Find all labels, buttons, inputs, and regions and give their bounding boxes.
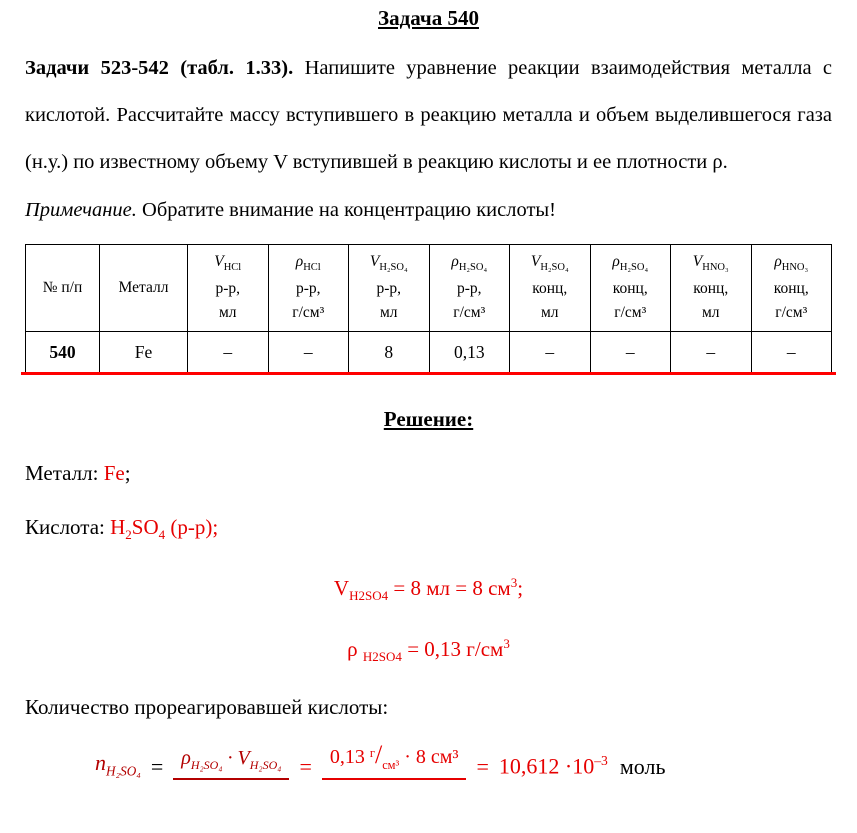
acid-line [25,515,832,543]
equals-sign: = [150,753,164,779]
header-line2: конц, [773,279,809,297]
header-line3: г/см³ [614,304,647,322]
acid-formula-part: SO [131,515,159,539]
header-line3: г/см³ [453,304,486,322]
density-equation: = 0,13 г/см [401,637,504,662]
formula-result [499,753,608,779]
header-line3: мл [379,304,398,322]
intro-paragraph [25,45,832,186]
metal-line [25,461,832,486]
header-quantity [753,250,831,277]
volume-symbol: V [333,576,350,601]
header-line3: мл [218,304,237,322]
header-d-hno3 [751,245,832,332]
metal-label: Металл: [25,461,104,485]
header-metal: Металл [100,245,188,332]
fraction-numeric [322,740,467,780]
density-subscript: H2SO4 [362,649,402,665]
table-data-row [26,332,832,373]
acid-label: Кислота: [25,515,111,539]
result-exponent: –3 [594,753,608,769]
fraction-slash: / [374,739,383,769]
fraction-numerator [173,747,289,780]
unit-fraction [369,739,400,772]
n-subscript: H₂SO₄ [106,763,141,779]
header-line2: конц, [532,279,568,297]
cell-d-hcl: – [268,332,349,373]
acid-subscript: 4 [158,527,166,543]
page-title-text: Задача 540 [378,6,479,30]
header-quantity [511,250,589,277]
header-line2: р-р, [456,279,482,297]
note-lead: Примечание. [25,199,137,221]
acid-value [110,515,219,543]
header-v-h2so4 [349,245,430,332]
solution-heading-text: Решение: [383,407,474,431]
cell-v-h2so4: 8 [349,332,430,373]
header-quantity [189,250,267,277]
header-problem-number: № п/п [26,245,100,332]
header-line2: р-р, [215,279,241,297]
header-quantity [350,250,428,277]
quantity-subscript: HNO₃ [781,261,809,273]
header-d-h2so4-conc [590,245,671,332]
header-line3: г/см³ [775,304,808,322]
density-line [25,636,832,665]
acid-subscript: 2 [125,527,132,543]
multiply-dot: · [222,746,238,769]
intro-lead: Задачи 523-542 (табл. 1.33). [25,57,294,79]
header-d-hcl [268,245,349,332]
note-body: Обратите внимание на концентрацию кислоты! [136,199,557,221]
volume-subscript: H2SO4 [349,588,389,604]
v-subscript: H₂SO₄ [249,757,282,772]
metal-tail: ; [124,461,131,485]
header-line3: мл [701,304,720,322]
density-value: 0,13 [329,745,370,768]
density-superscript: 3 [503,636,510,652]
header-line3: мл [540,304,559,322]
quantity-symbol: ρ [451,252,459,270]
quantity-subscript: H₂SO₄ [458,261,488,273]
header-quantity [592,250,670,277]
header-line2: конц, [693,279,729,297]
header-line2: р-р, [295,279,321,297]
header-line2: р-р, [376,279,402,297]
equals-sign: = [299,753,312,779]
table-header-row [26,245,832,332]
fraction-symbolic [173,747,289,780]
fraction-numerator [322,740,467,780]
cell-v-hno3: – [671,332,752,373]
quantity-subscript: H₂SO₄ [540,261,569,273]
header-v-hcl [188,245,269,332]
problems-table-wrap [25,244,832,373]
result-value: 10,612 ·10 [498,753,595,779]
volume-equation: = 8 мл = 8 см [388,576,511,601]
header-line2: конц, [612,279,648,297]
quantity-subscript: HCl [303,261,321,273]
formula-lhs [95,750,141,779]
cell-d-hno3: – [751,332,832,373]
rho-symbol: ρ [181,746,191,769]
rho-subscript: H₂SO₄ [190,757,223,772]
n-symbol: n [95,750,106,776]
unit-numerator: г [369,745,375,760]
volume-line [25,575,832,604]
header-quantity [672,250,750,277]
quantity-subscript: H₂SO₄ [379,261,408,273]
unit-denominator: см³ [382,757,400,772]
solution-heading [25,407,832,432]
cell-v-hcl: – [188,332,269,373]
quantity-symbol: ρ [295,252,304,270]
header-quantity [270,250,348,277]
volume-value: · 8 см³ [399,745,459,768]
quantity-symbol: ρ [612,252,620,270]
cell-metal: Fe [100,332,188,373]
quantity-subscript: H₂SO₄ [619,261,649,273]
acid-amount-formula [25,740,832,780]
density-symbol: ρ [347,637,363,662]
quantity-symbol: V [214,252,224,270]
quantity-subscript: HCl [223,261,242,273]
amount-label-line: Количество прореагировавшей кислоты: [25,694,389,719]
volume-end: ; [517,576,524,601]
quantity-symbol: V [692,252,703,270]
quantity-symbol: V [530,252,541,270]
cell-d-h2so4-conc: – [590,332,671,373]
problems-table [25,244,832,373]
acid-tail: (р-р); [165,515,219,539]
note-paragraph [25,196,832,224]
acid-formula-part: H [110,515,126,539]
page-title [25,6,832,31]
intro-body: Напишите уравнение реакции взаимодействия металла с кислотой. Рассчитайте массу вступившего в реакцию металла и объем выделившегося газа (н.у.) по известному объему V вступившей в реакцию кислоты и ее плотности ρ. [25,57,832,173]
header-v-h2so4-conc [510,245,591,332]
equals-sign: = [476,753,489,779]
metal-value: Fe [103,461,125,485]
quantity-symbol: V [369,252,380,270]
quantity-subscript: HNO₃ [702,261,729,273]
volume-superscript: 3 [510,575,518,591]
cell-d-h2so4: 0,13 [429,332,510,373]
header-line3: г/см³ [292,304,325,322]
cell-problem-number: 540 [26,332,100,373]
quantity-symbol: ρ [774,252,782,270]
cell-v-h2so4-conc: – [510,332,591,373]
header-v-hno3 [671,245,752,332]
result-unit: моль [619,753,666,779]
v-symbol: V [237,746,250,769]
red-underline [21,372,836,375]
header-quantity [431,250,509,277]
header-d-h2so4 [429,245,510,332]
